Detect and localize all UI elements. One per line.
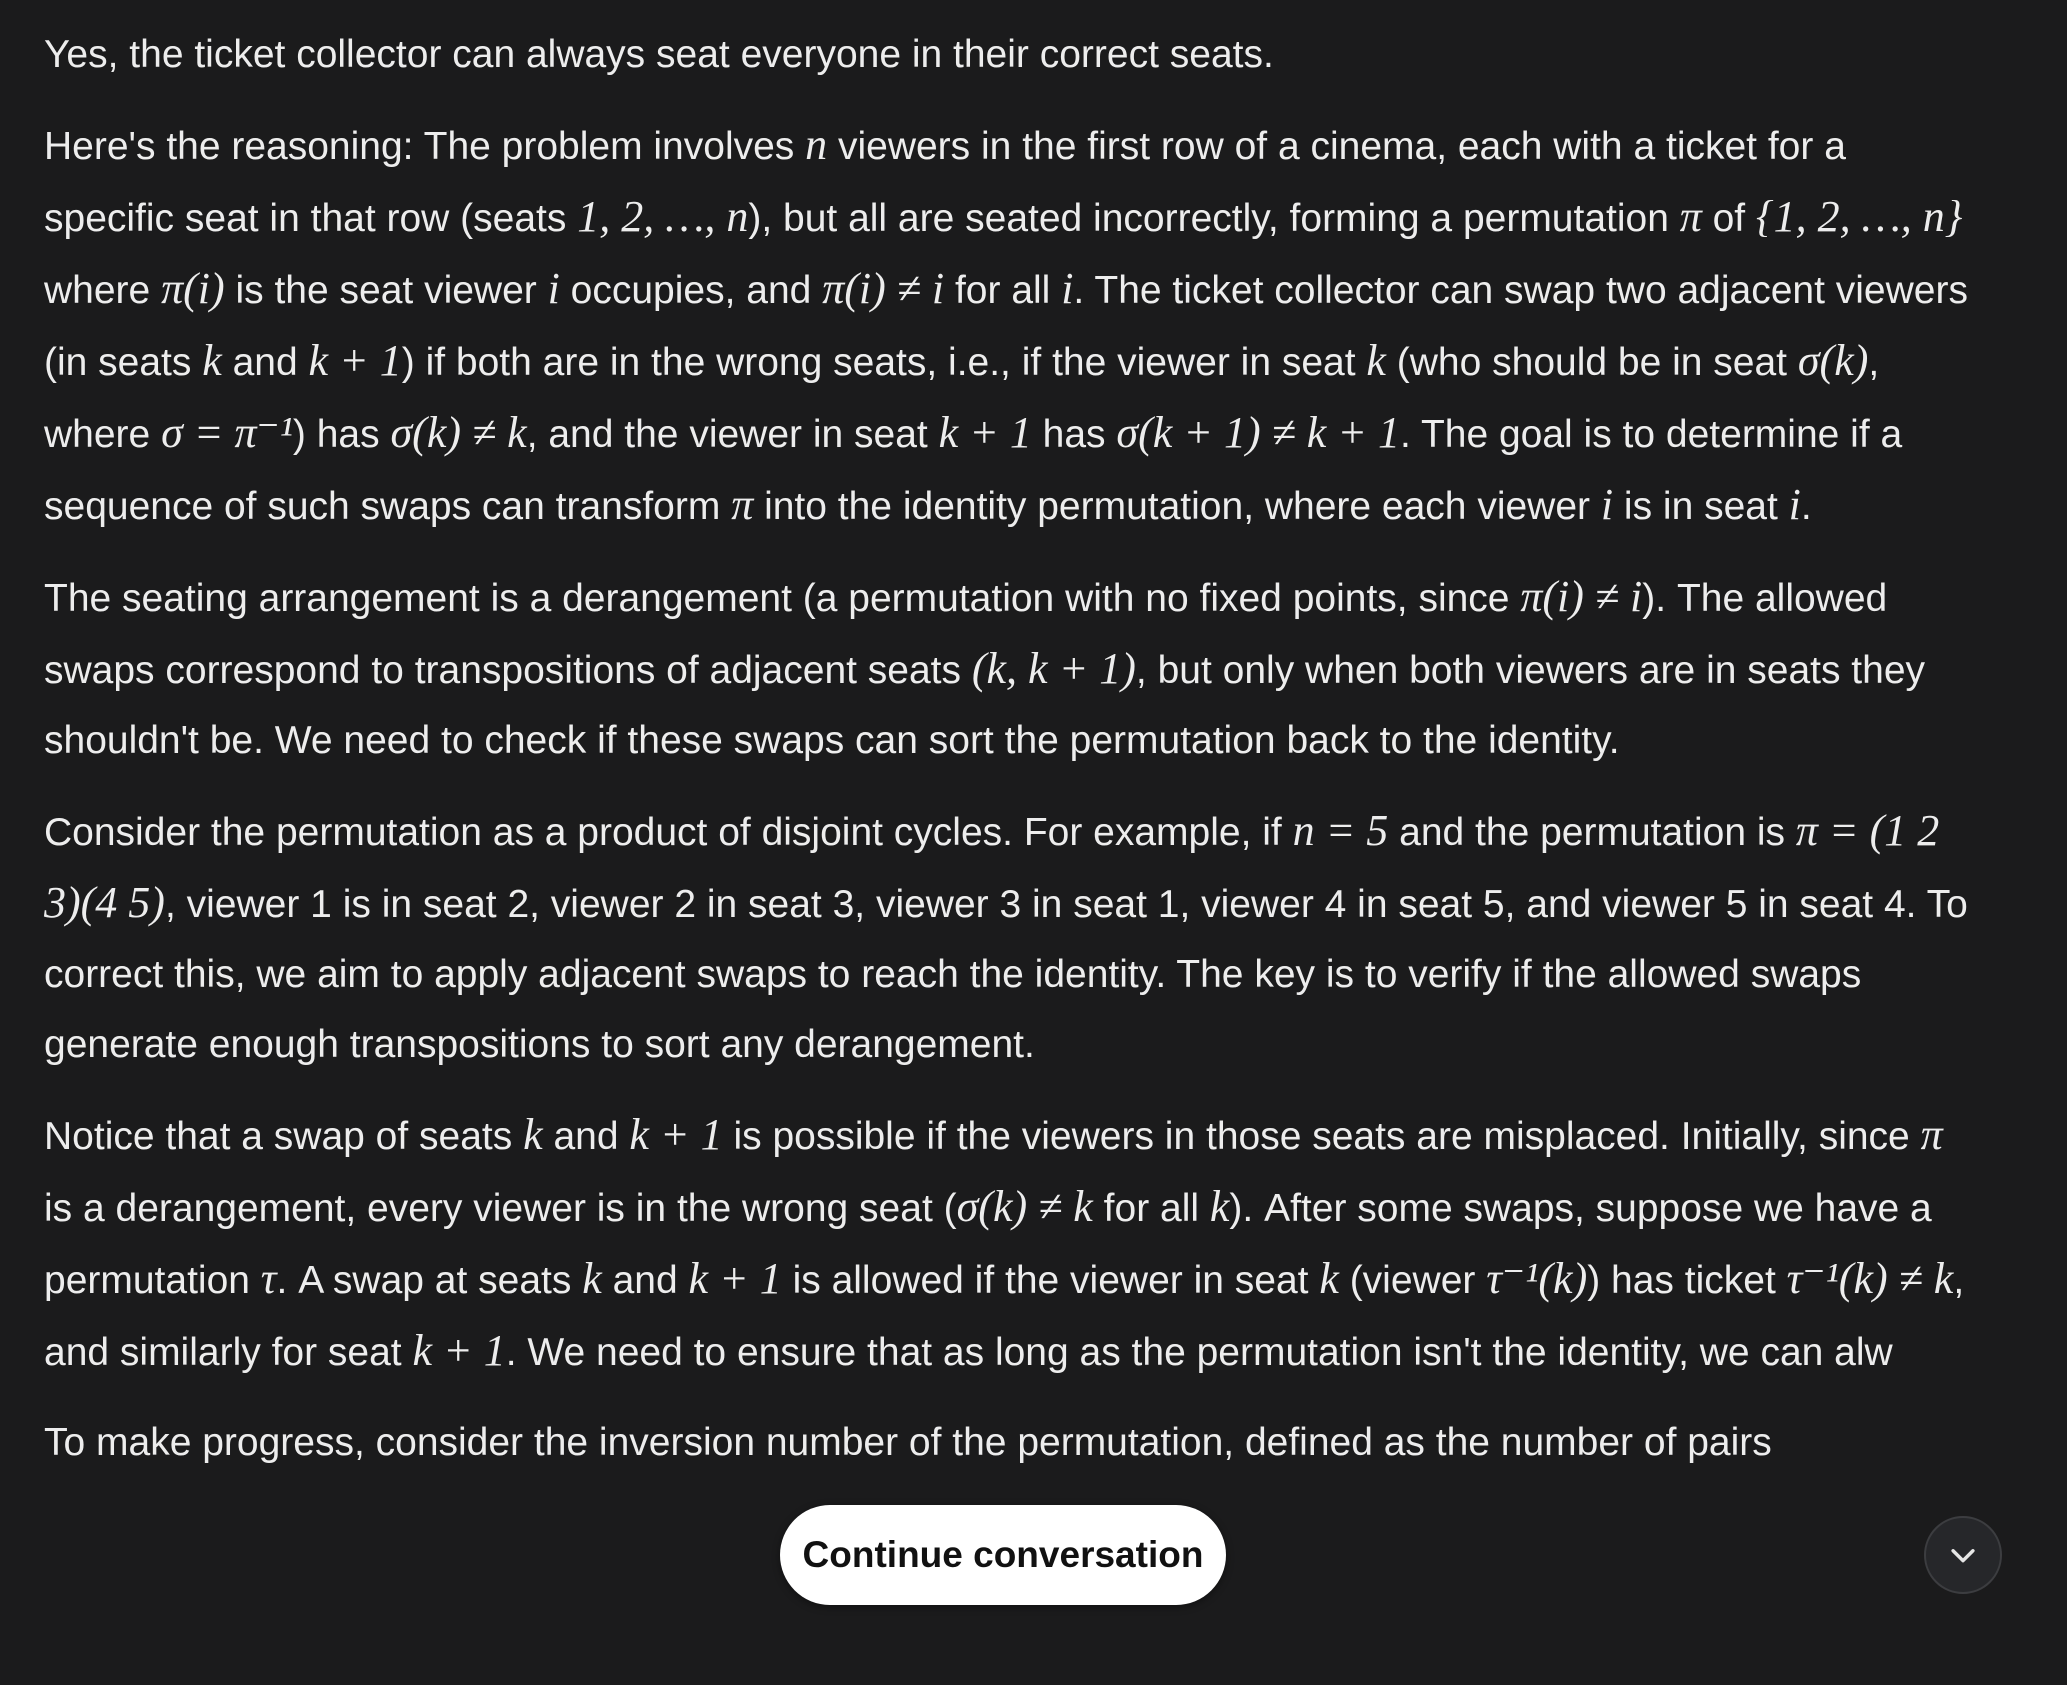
math-expression: {1, 2, …, n} [1755, 192, 1963, 241]
math-expression: k [1366, 336, 1386, 385]
response-paragraph [44, 110, 1974, 542]
paragraph-text: ). The allowed swaps correspond to transpositions of adjacent seats [44, 577, 1888, 692]
paragraph-text: Consider the permutation as a product of disjoint cycles. For example, if [44, 811, 1293, 854]
paragraph-text: Yes, the ticket collector can always seat everyone in their correct seats. [44, 33, 1274, 76]
math-expression: k + 1 [688, 1254, 782, 1303]
paragraph-text: , where [44, 341, 1880, 456]
math-expression: π [1920, 1110, 1943, 1159]
paragraph-text: occupies, and [559, 269, 823, 312]
response-content [44, 20, 1974, 1498]
paragraph-text: ) has [292, 413, 391, 456]
paragraph-text: has [1031, 413, 1117, 456]
math-expression: k + 1 [412, 1326, 506, 1375]
response-paragraph [44, 796, 1974, 1080]
math-expression: n = 5 [1292, 806, 1389, 855]
paragraph-text: (who should be in seat [1385, 341, 1798, 384]
paragraph-text: , viewer 1 is in seat 2, viewer 2 in seat 3, viewer 3 in seat 1, viewer 4 in seat 5, and viewer 5 in seat 4. To correct this, we aim to apply adjacent swaps to reach the identity. The key is to verify if the allowed swaps generate enough transpositions to sort any derangement. [44, 883, 1968, 1066]
math-expression: i [1061, 264, 1074, 313]
paragraph-text: ) if both are in the wrong seats, i.e., if the viewer in seat [401, 341, 1367, 384]
response-paragraph [44, 562, 1974, 776]
math-expression: π [731, 480, 754, 529]
paragraph-text: . A swap at seats [276, 1259, 583, 1302]
paragraph-text: is possible if the viewers in those seats are misplaced. Initially, since [722, 1115, 1921, 1158]
response-paragraph [44, 20, 1974, 90]
bottom-fade [0, 1645, 2067, 1685]
math-expression: π(i) [161, 264, 225, 313]
math-expression: π(i) ≠ i [1520, 572, 1643, 621]
paragraph-text: viewers in the first row of a cinema, each with a ticket for a specific seat in that row (seats [44, 125, 1846, 240]
paragraph-text: . We need to ensure that as long as the permutation isn't the identity, we can alw [505, 1331, 1893, 1374]
math-expression: π = (1 2 3)(4 5) [44, 806, 1940, 927]
paragraph-text: and [542, 1115, 630, 1158]
paragraph-text: . The goal is to determine if a sequence of such swaps can transform [44, 413, 1903, 528]
paragraph-text: for all [944, 269, 1062, 312]
continue-conversation-button[interactable]: Continue conversation [780, 1505, 1226, 1605]
paragraph-text: is allowed if the viewer in seat [781, 1259, 1320, 1302]
paragraph-text: , but only when both viewers are in seats they shouldn't be. We need to check if these swaps can sort the permutation back to the identity. [44, 649, 1926, 762]
math-expression: k [1319, 1254, 1339, 1303]
math-expression: k [523, 1110, 543, 1159]
response-paragraph [44, 1100, 1974, 1388]
math-expression: k [1209, 1182, 1230, 1231]
math-expression: π(i) ≠ i [822, 264, 945, 313]
paragraph-text: , and the viewer in seat [526, 413, 939, 456]
math-expression: σ(k) [1797, 336, 1869, 385]
math-expression: 1, 2, …, n [577, 192, 749, 241]
paragraph-text: is the seat viewer [224, 269, 548, 312]
math-expression: σ(k) ≠ k [956, 1182, 1093, 1231]
paragraph-text: is in seat [1613, 485, 1789, 528]
paragraph-text: The seating arrangement is a derangement (a permutation with no fixed points, since [44, 577, 1521, 620]
paragraph-text: and the permutation is [1388, 811, 1796, 854]
response-paragraph [44, 1408, 1974, 1478]
math-expression: τ⁻¹(k) ≠ k [1786, 1254, 1954, 1303]
math-expression: τ [260, 1254, 277, 1303]
paragraph-text: ), but all are seated incorrectly, forming a permutation [748, 197, 1680, 240]
paragraph-text: . [1800, 485, 1812, 528]
math-expression: k + 1 [938, 408, 1032, 457]
paragraph-text: of [1701, 197, 1756, 240]
paragraph-text: Here's the reasoning: The problem involves [44, 125, 806, 168]
paragraph-text: is a derangement, every viewer is in the wrong seat ( [44, 1187, 957, 1230]
math-expression: i [547, 264, 560, 313]
paragraph-text: and [221, 341, 309, 384]
math-expression: k + 1 [308, 336, 402, 385]
math-expression: i [1788, 480, 1801, 529]
chevron-down-icon [1946, 1538, 1980, 1572]
paragraph-text: and [601, 1259, 689, 1302]
math-expression: τ⁻¹(k) [1486, 1254, 1588, 1303]
math-expression: i [1600, 480, 1614, 529]
math-expression: σ = π⁻¹ [161, 408, 293, 457]
paragraph-text: ). After some swaps, suppose we have a permutation [44, 1187, 1932, 1302]
paragraph-text: To make progress, consider the inversion number of the permutation, defined as the number of pairs [44, 1421, 1772, 1464]
paragraph-text: into the identity permutation, where each viewer [753, 485, 1601, 528]
math-expression: σ(k) ≠ k [390, 408, 527, 457]
math-expression: k + 1 [629, 1110, 723, 1159]
math-expression: n [805, 120, 828, 169]
paragraph-text: , and similarly for seat [44, 1259, 1965, 1374]
math-expression: π [1679, 192, 1702, 241]
paragraph-text: . The ticket collector can swap two adjacent viewers (in seats [44, 269, 1968, 384]
paragraph-text: ) has ticket [1587, 1259, 1787, 1302]
paragraph-text: Notice that a swap of seats [44, 1115, 524, 1158]
math-expression: σ(k + 1) ≠ k + 1 [1116, 408, 1400, 457]
math-expression: (k, k + 1) [971, 644, 1136, 693]
scroll-to-bottom-button[interactable] [1924, 1516, 2002, 1594]
paragraph-text: where [44, 269, 162, 312]
paragraph-text: (viewer [1338, 1259, 1487, 1302]
math-expression: k [582, 1254, 602, 1303]
math-expression: k [202, 336, 222, 385]
paragraph-text: for all [1092, 1187, 1210, 1230]
